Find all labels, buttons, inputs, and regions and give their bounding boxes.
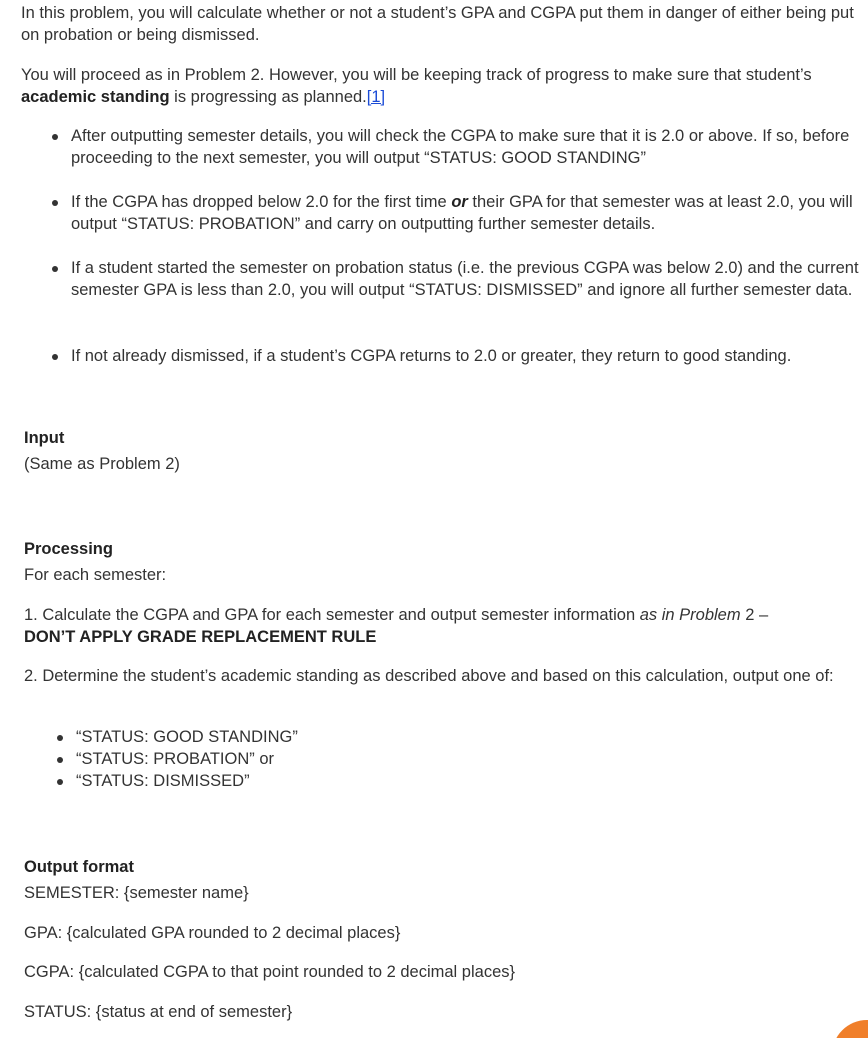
academic-standing-term: academic standing [21, 88, 170, 106]
output-format-heading: Output format [24, 858, 134, 876]
output-line-semester: SEMESTER: {semester name} [24, 884, 249, 902]
rule-dismissed: If a student started the semester on probation status (i.e. the previous CGPA was below 2.0) and the current semester GPA is less than 2.0, you will output “STATUS: DISMISSED” and ignore all further semester data. [52, 257, 862, 301]
status-option-dismissed: “STATUS: DISMISSED” [57, 770, 867, 792]
standing-rules-list-3 [52, 257, 862, 301]
processing-intro: For each semester: [24, 566, 167, 584]
output-line-cgpa: CGPA: {calculated CGPA to that point rounded to 2 decimal places} [24, 963, 516, 981]
input-text: (Same as Problem 2) [24, 455, 180, 473]
status-option-probation: “STATUS: PROBATION” or [57, 748, 867, 770]
input-heading: Input [24, 429, 65, 447]
step-1-text-start: 1. Calculate the CGPA and GPA for each semester and output semester information [24, 606, 640, 624]
no-grade-replacement-rule: DON’T APPLY GRADE REPLACEMENT RULE [24, 628, 377, 646]
proceed-paragraph [21, 64, 861, 108]
standing-rules-list-2 [52, 191, 862, 235]
status-options-list [57, 726, 867, 792]
rule-probation [52, 191, 862, 235]
output-line-status: STATUS: {status at end of semester} [24, 1003, 293, 1021]
status-option-good-standing: “STATUS: GOOD STANDING” [57, 726, 867, 748]
processing-step-2: 2. Determine the student’s academic standing as described above and based on this calculation, output one of: [24, 667, 834, 685]
proceed-text-start: You will proceed as in Problem 2. However, you will be keeping track of progress to make sure that student’s [21, 66, 812, 84]
rule-probation-or: or [451, 193, 468, 211]
footnote-link[interactable]: [1] [366, 88, 386, 106]
rule-probation-text-end: their GPA for that semester was at least 2.0, you will output “STATUS: PROBATION” and carry on outputting further semester details. [71, 193, 853, 233]
standing-rules-list-4 [52, 345, 862, 367]
step-1-italic: as in Problem [639, 606, 741, 624]
intro-paragraph: In this problem, you will calculate whether or not a student’s GPA and CGPA put them in danger of either being put on probation or being dismissed. [21, 4, 854, 44]
output-line-gpa: GPA: {calculated GPA rounded to 2 decimal places} [24, 924, 401, 942]
proceed-text-end: is progressing as planned. [169, 88, 367, 106]
rule-good-standing: After outputting semester details, you will check the CGPA to make sure that it is 2.0 or above. If so, before proceeding to the next semester, you will output “STATUS: GOOD STANDING” [52, 125, 862, 169]
step-1-text-end: 2 – [740, 606, 769, 624]
standing-rules-list [52, 125, 862, 169]
rule-probation-text-start: If the CGPA has dropped below 2.0 for the first time [71, 193, 452, 211]
rule-return-good-standing: If not already dismissed, if a student’s CGPA returns to 2.0 or greater, they return to good standing. [52, 345, 862, 367]
processing-step-1 [24, 604, 854, 648]
processing-heading: Processing [24, 540, 113, 558]
